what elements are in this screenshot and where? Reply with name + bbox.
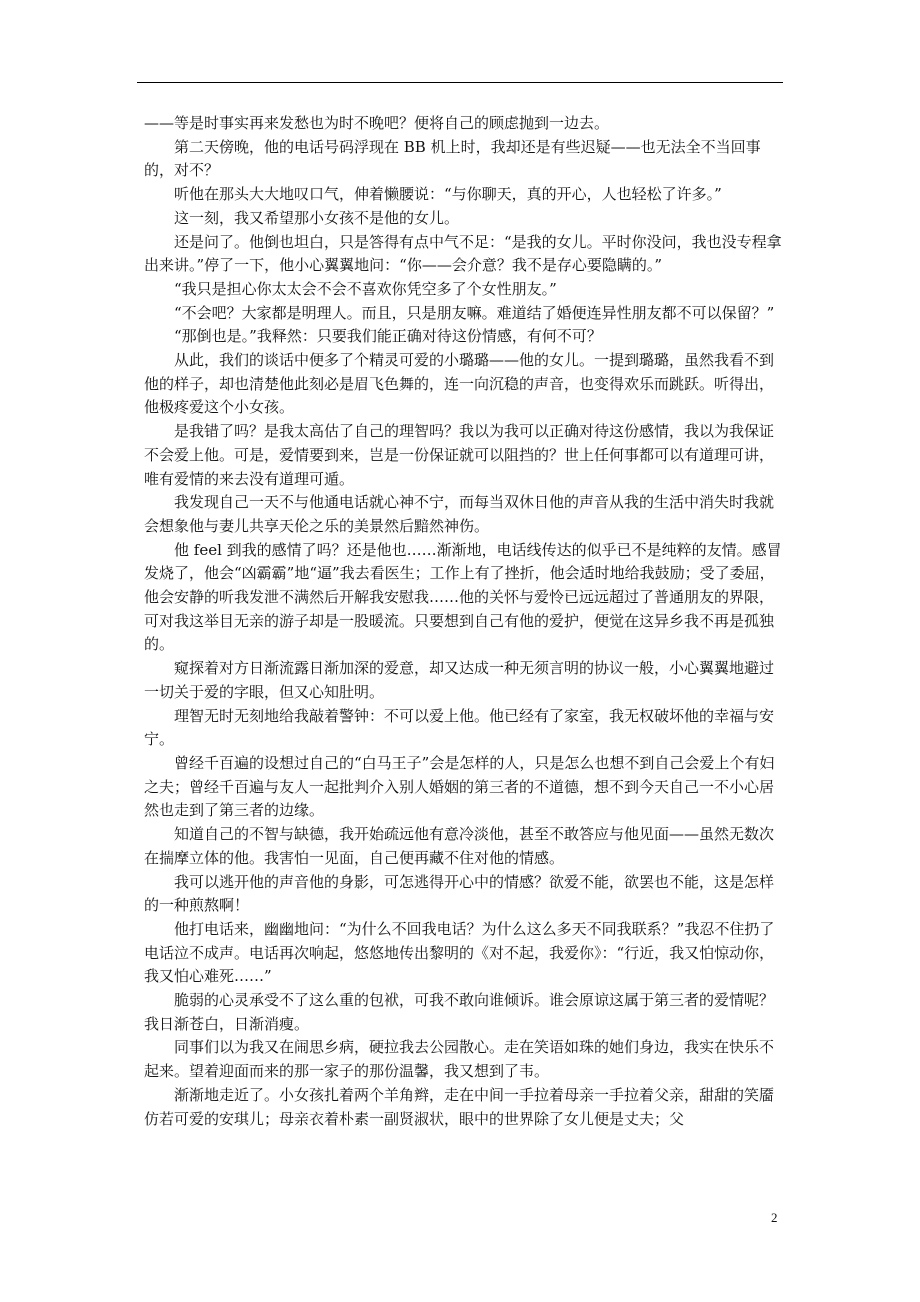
paragraph: 知道自己的不智与缺德，我开始疏远他有意冷淡他，甚至不敢答应与他见面——虽然无数次在揣摩立体的他。我害怕一见面，自己便再藏不住对他的情感。 — [144, 825, 775, 867]
paragraph: “那倒也是。”我释然：只要我们能正确对待这份情感，有何不可？ — [174, 327, 602, 346]
paragraph: 窥探着对方日渐流露日渐加深的爱意，却又达成一种无须言明的协议一般，小心翼翼地避过一切关于爱的字眼，但又心知肚明。 — [144, 659, 775, 701]
paragraph: 同事们以为我又在闹思乡病，硬拉我去公园散心。走在笑语如珠的她们身边，我实在快乐不起来。望着迎面而来的那一家子的那份温馨，我又想到了韦。 — [144, 1038, 775, 1081]
paragraph: 第二天傍晚，他的电话号码浮现在 BB 机上时，我却还是有些迟疑——也无法全不当回事的，对不？ — [144, 137, 761, 180]
paragraph: ——等是时事实再来发愁也为时不晚吧？便将自己的顾虑抛到一边去。 — [144, 114, 610, 132]
header-rule — [137, 82, 783, 83]
paragraph: 是我错了吗？是我太高估了自己的理智吗？我以为我可以正确对待这份感情，我以为我保证不会爱上他。可是，爱情要到来，岂是一份保证就可以阻挡的？世上任何事都可以有道理可讲，唯有爱情的来去没有道理可遁。 — [144, 422, 775, 488]
paragraph: “不会吧？大家都是明理人。而且，只是朋友嘛。难道结了婚便连异性朋友都不可以保留？” — [174, 303, 775, 322]
paragraph: 这一刻，我又希望那小女孩不是他的女儿。 — [174, 208, 460, 227]
body-text — [144, 112, 783, 1131]
paragraph: 他打电话来，幽幽地问：“为什么不回我电话？为什么这么多天不同我联系？”我忍不住扔了电话泣不成声。电话再次响起，悠悠地传出黎明的《对不起，我爱你》：“行近，我又怕惊动你，我又怕心难死……” — [144, 919, 775, 986]
paragraph: 曾经千百遍的设想过自己的“白马王子”会是怎样的人，只是怎么也想不到自己会爱上个有妇之夫；曾经千百遍与友人一起批判介入别人婚姻的第三者的不道德，想不到今天自己一不小心居然也走到了第三者的边缘。 — [144, 753, 775, 820]
page-number: 2 — [771, 1210, 778, 1225]
paragraph: 我可以逃开他的声音他的身影，可怎逃得开心中的情感？欲爱不能，欲罢也不能，这是怎样的一种煎熬啊！ — [144, 872, 775, 915]
paragraph: 从此，我们的谈话中便多了个精灵可爱的小璐璐——他的女儿。一提到璐璐，虽然我看不到他的样子，却也清楚他此刻必是眉飞色舞的，连一向沉稳的声音，也变得欢乐而跳跃。听得出，他极疼爱这个小女孩。 — [144, 351, 775, 417]
paragraph: 脆弱的心灵承受不了这么重的包袱，可我不敢向谁倾诉。谁会原谅这属于第三者的爱情呢？我日渐苍白，日渐消瘦。 — [144, 991, 775, 1033]
paragraph: 我发现自己一天不与他通电话就心神不宁，而每当双休日他的声音从我的生活中消失时我就会想象他与妻儿共享天伦之乐的美景然后黯然神伤。 — [144, 493, 775, 535]
paragraph: 渐渐地走近了。小女孩扎着两个羊角辫，走在中间一手拉着母亲一手拉着父亲，甜甜的笑靥仿若可爱的安琪儿；母亲衣着朴素一副贤淑状，眼中的世界除了女儿便是丈夫；父 — [144, 1085, 775, 1128]
paragraph: “我只是担心你太太会不会不喜欢你凭空多了个女性朋友。” — [174, 279, 557, 298]
paragraph: 理智无时无刻地给我敲着警钟：不可以爱上他。他已经有了家室，我无权破坏他的幸福与安宁。 — [144, 706, 775, 749]
paragraph: 听他在那头大大地叹口气，伸着懒腰说：“与你聊天，真的开心，人也轻松了许多。” — [174, 185, 722, 204]
paragraph: 还是问了。他倒也坦白，只是答得有点中气不足：“是我的女儿。平时你没问，我也没专程拿出来讲。”停了一下，他小心翼翼地问：“你——会介意？我不是存心要隐瞒的。” — [144, 232, 782, 275]
paragraph: 他 feel 到我的感情了吗？还是他也……渐渐地，电话线传达的似乎已不是纯粹的友情。感冒发烧了，他会“凶霸霸”地“逼”我去看医生；工作上有了挫折，他会适时地给我鼓励；受了委屈，他会安静的听我发泄不满然后开解我安慰我……他的关怀与爱怜已远远超过了普通朋友的界限，可对我这举目无亲的游子却是一股暖流。只要想到自己有他的爱护，便觉在这异乡我不再是孤独的。 — [144, 540, 782, 654]
